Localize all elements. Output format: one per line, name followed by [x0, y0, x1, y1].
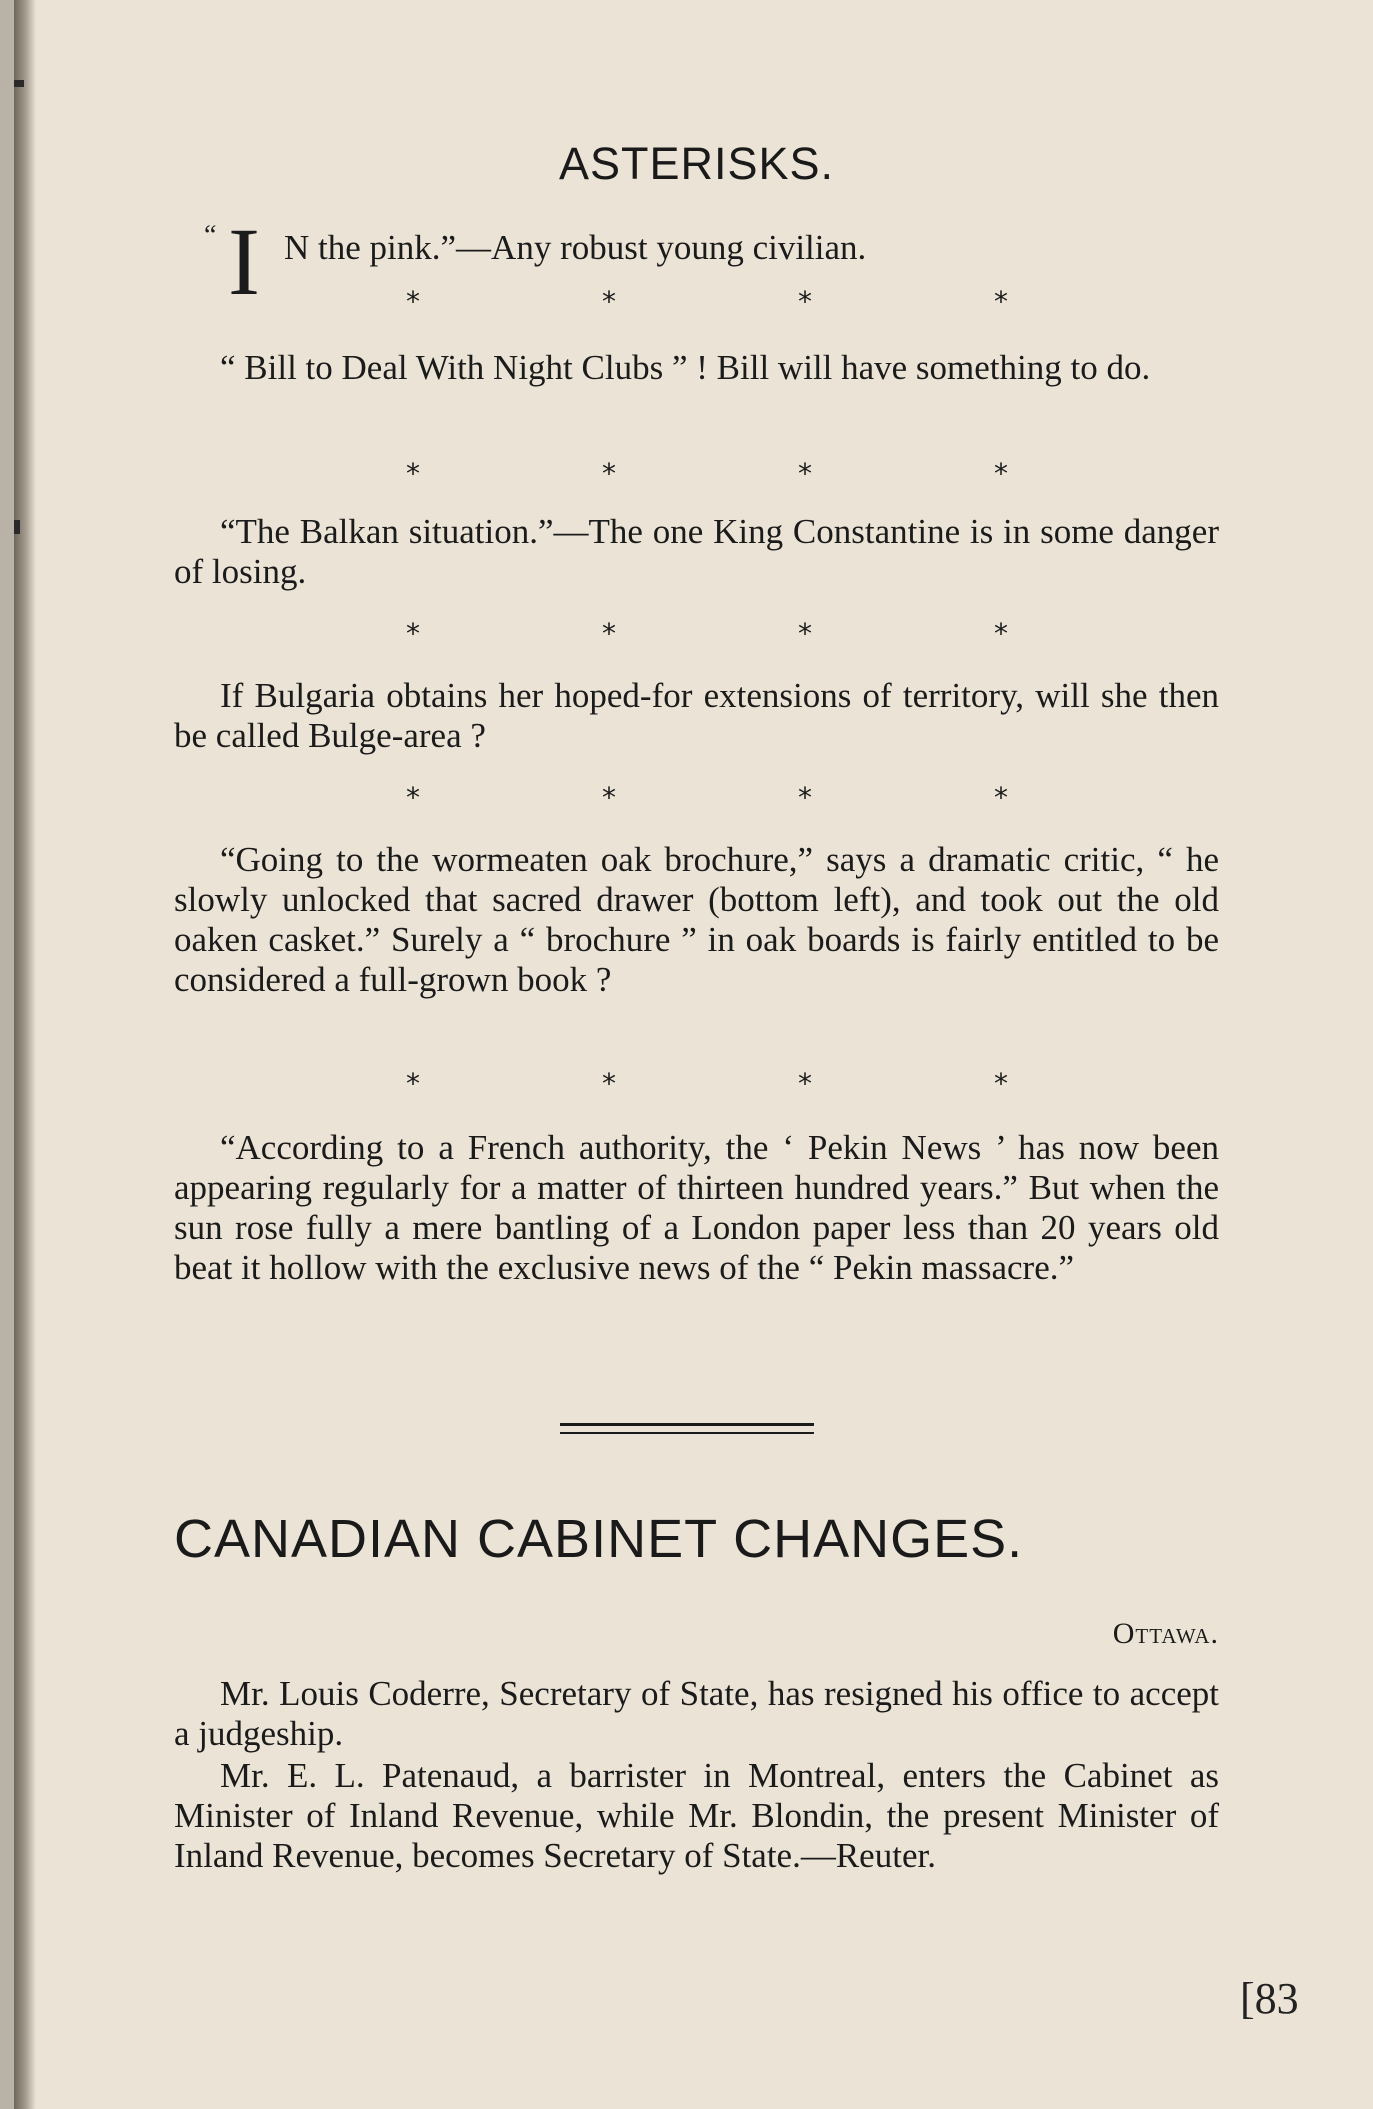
paragraph-patenaud: Mr. E. L. Patenaud, a barrister in Montreal, enters the Cabinet as Minister of Inland Revenue, while Mr. Blondin, the present Minister of Inland Revenue, becomes Secretary of State.—Reuter.: [174, 1756, 1219, 1875]
asterisk: *: [602, 1067, 616, 1100]
paragraph-balkan: “The Balkan situation.”—The one King Constantine is in some danger of losing.: [174, 512, 1219, 591]
section-title-canadian-cabinet: CANADIAN CABINET CHANGES.: [174, 1509, 1024, 1569]
double-rule-divider: [560, 1423, 814, 1434]
asterisk: *: [798, 285, 812, 318]
edge-mark: [14, 80, 24, 87]
asterisk: *: [602, 457, 616, 490]
asterisk: *: [602, 617, 616, 650]
asterisk-separator: [406, 616, 1008, 652]
asterisk: *: [798, 781, 812, 814]
asterisk-separator: [406, 284, 1008, 320]
asterisk: *: [994, 1067, 1008, 1100]
asterisk: *: [798, 1067, 812, 1100]
asterisk: *: [994, 457, 1008, 490]
asterisk: *: [406, 617, 420, 650]
asterisk: *: [406, 457, 420, 490]
paragraph-brochure: “Going to the wormeaten oak brochure,” says a dramatic critic, “ he slowly unlocked that sacred drawer (bottom left), and took out the old oaken casket.” Surely a “ brochure ” in oak boards is fairly entitled to be considered a full-grown book ?: [174, 840, 1219, 999]
asterisk: *: [994, 617, 1008, 650]
drop-cap: I: [228, 208, 260, 315]
asterisk-separator: [406, 456, 1008, 492]
asterisk: *: [994, 781, 1008, 814]
asterisk: *: [406, 285, 420, 318]
asterisk: *: [406, 1067, 420, 1100]
asterisk: *: [602, 781, 616, 814]
asterisk-separator: [406, 780, 1008, 816]
paragraph-night-clubs: “ Bill to Deal With Night Clubs ” ! Bill will have something to do.: [220, 348, 1151, 387]
asterisk: *: [406, 781, 420, 814]
book-page: [14, 0, 1373, 2109]
paragraph-pekin-news: “According to a French authority, the ‘ Pekin News ’ has now been appearing regularly for a matter of thirteen hundred years.” But when the sun rose fully a mere bantling of a London paper less than 20 years old beat it hollow with the exclusive news of the “ Pekin massacre.”: [174, 1128, 1219, 1287]
asterisk: *: [798, 617, 812, 650]
asterisk-separator: [406, 1066, 1008, 1102]
page-gutter-shadow: [14, 0, 36, 2109]
paragraph-coderre: Mr. Louis Coderre, Secretary of State, has resigned his office to accept a judgeship.: [174, 1674, 1219, 1753]
dateline: Ottawa.: [1112, 1617, 1219, 1650]
edge-mark: [14, 520, 20, 534]
asterisk: *: [602, 285, 616, 318]
page-number: [83: [1240, 1974, 1299, 2023]
section-title-asterisks: ASTERISKS.: [558, 138, 835, 189]
paragraph-bulgaria: If Bulgaria obtains her hoped-for extensions of territory, will she then be called Bulge-area ?: [174, 676, 1219, 755]
asterisk: *: [798, 457, 812, 490]
asterisk: *: [994, 285, 1008, 318]
paragraph-text: N the pink.”—Any robust young civilian.: [284, 228, 867, 267]
opening-quote: “: [204, 220, 217, 251]
